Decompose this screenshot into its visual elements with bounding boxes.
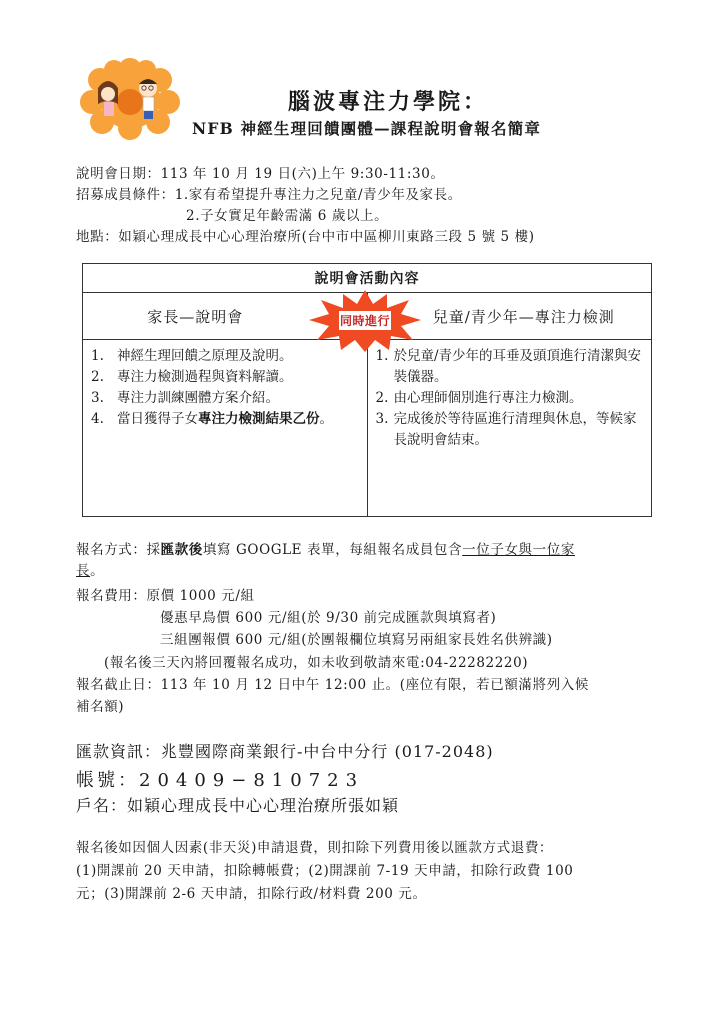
event-location: 地點：如穎心理成長中心心理治療所(台中市中區柳川東路三段 5 號 5 樓) bbox=[76, 229, 535, 245]
refund-line-2: (1)開課前 20 天申請，扣除轉帳費；(2)開課前 7-19 天申請，扣除行政費 100 bbox=[76, 863, 574, 879]
list-item: 2. 專注力檢測過程與資料解讀。 bbox=[91, 369, 293, 385]
activity-heading: 說明會活動內容 bbox=[83, 264, 652, 293]
simultaneous-label: 同時進行 bbox=[339, 314, 390, 328]
criteria-line-2: 2.子女實足年齡需滿 6 歲以上。 bbox=[186, 208, 389, 224]
refund-line-1: 報名後如因個人因素(非天災)申請退費，則扣除下列費用後以匯款方式退費： bbox=[76, 840, 554, 856]
bank-info: 匯款資訊：兆豐國際商業銀行-中台中分行 (017-2048) bbox=[76, 742, 494, 761]
deadline-line-2: 補名額) bbox=[76, 699, 125, 715]
account-name: 戶名：如穎心理成長中心心理治療所張如穎 bbox=[76, 796, 400, 815]
children-brain-logo-icon bbox=[74, 58, 186, 140]
refund-line-3: 元；(3)開課前 2-6 天申請，扣除行政/材料費 200 元。 bbox=[76, 886, 427, 902]
criteria-line-1: 招募成員條件：1.家有希望提升專注力之兒童/青少年及家長。 bbox=[76, 187, 462, 203]
list-item: 1. 於兒童/青少年的耳垂及頭頂進行清潔與安裝儀器。 bbox=[375, 348, 642, 385]
deadline-line-1: 報名截止日：113 年 10 月 12 日中午 12:00 止。(座位有限，若已額滿將列入候 bbox=[76, 677, 589, 693]
page-subtitle: NFB 神經生理回饋團體—課程說明會報名簡章 bbox=[192, 119, 542, 138]
event-date: 說明會日期：113 年 10 月 19 日(六)上午 9:30-11:30。 bbox=[76, 166, 445, 182]
page-title: 腦波專注力學院： bbox=[288, 89, 489, 115]
child-column-header: 兒童/青少年—專注力檢測 bbox=[367, 293, 652, 340]
registration-method: 報名方式：採匯款後填寫 GOOGLE 表單，每組報名成員包含一位子女與一位家 長。 bbox=[76, 542, 575, 579]
list-item: 4. 當日獲得子女專注力檢測結果乙份。 bbox=[91, 411, 333, 427]
parent-column-header: 家長—說明會 bbox=[83, 293, 368, 340]
registration-notice: (報名後三天內將回覆報名成功，如未收到敬請來電:04-22282220) bbox=[104, 655, 529, 671]
list-item: 3. 完成後於等待區進行清理與休息，等候家長說明會結束。 bbox=[375, 411, 637, 448]
fee-original: 報名費用：原價 1000 元/組 bbox=[76, 588, 255, 604]
list-item: 3. 專注力訓練團體方案介紹。 bbox=[91, 390, 279, 406]
child-activity-list bbox=[367, 340, 652, 517]
parent-activity-list bbox=[83, 340, 368, 517]
fee-early-bird: 優惠早鳥價 600 元/組(於 9/30 前完成匯款與填寫者) bbox=[160, 610, 497, 626]
fee-group: 三組團報價 600 元/組(於團報欄位填寫另兩組家長姓名供辨識) bbox=[160, 632, 553, 648]
list-item: 1. 神經生理回饋之原理及說明。 bbox=[91, 348, 293, 364]
list-item: 2. 由心理師個別進行專注力檢測。 bbox=[375, 390, 583, 406]
account-number: 帳號：20409−810723 bbox=[76, 770, 365, 791]
